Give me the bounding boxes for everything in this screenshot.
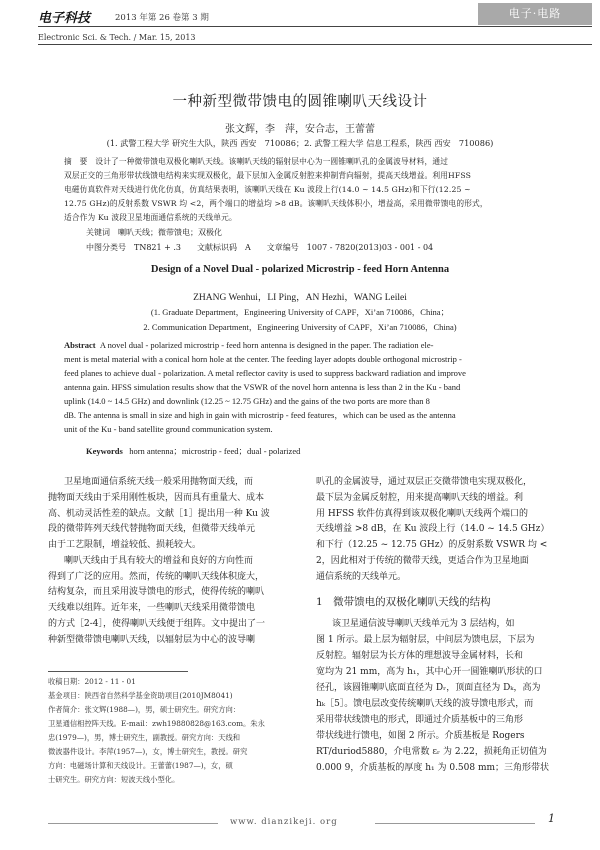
body-line: 种新型微带馈电喇叭天线，以辐射层为中心的波导喇 (48, 635, 256, 645)
footnote-line: 忠(1979—)，男，博士研究生，副教授。研究方向：天线和 (48, 733, 241, 742)
journal-issue: 2013 年第 26 卷第 3 期 (115, 13, 209, 23)
body-line: 和下行（12.25 ~ 12.75 GHz）的反射系数 VSWR 均 < (316, 540, 548, 550)
body-line: 的方式［2-4］，使得喇叭天线便于组阵。文中提出了一 (48, 619, 265, 629)
section-heading: 1 微带馈电的双极化喇叭天线的结构 (316, 596, 491, 608)
section-badge: 电子·电路 (478, 3, 592, 25)
body-line: 叭孔的金属波导，通过双层正交微带馈电实现双极化， (316, 477, 533, 487)
body-line: 由于工艺限制，增益较低、损耗较大。 (48, 540, 202, 550)
footnote-line: 士研究生。研究方向：短波天线小型化。 (48, 775, 180, 784)
abstract-label: Abstract (64, 340, 96, 350)
body-line: 图 1 所示。最上层为辐射层，中间层为馈电层，下层为 (316, 635, 535, 645)
footnote-line: 收稿日期：2012 - 11 - 01 (48, 677, 136, 686)
body-line: 天线增益 >8 dB，在 Ku 波段上行（14.0 ~ 14.5 GHz） (316, 524, 550, 534)
keywords-en-text: horn antenna；microstrip - feed；dual - polarized (129, 446, 301, 456)
body-line: 段的微带阵列天线代替抛物面天线，但微带天线单元 (48, 524, 256, 534)
abstract-en-line: uplink (14.0 ~ 14.5 GHz) and downlink (12.25 ~ 12.75 GHz) and the gains of the two ports are more than 8 (64, 396, 430, 406)
footnote-line: 微波器件设计。李萍(1957—)，女，博士研究生，教授。研究 (48, 747, 248, 756)
abstract-en-text: A novel dual - polarized microstrip - feed horn antenna is designed in the paper. The radiation ele- (99, 340, 434, 350)
page-number: 1 (548, 812, 555, 825)
body-line: 高、机动灵活性差的缺点。文献［1］提出用一种 Ku 波 (48, 509, 270, 519)
keywords-en (86, 445, 300, 457)
header-divider (38, 26, 592, 27)
abstract-cn-line: 12.75 GHz)的反射系数 VSWR 均 <2，两个端口的增益均 >8 dB。该喇叭天线体积小，增益高，采用微带馈电的形式， (64, 199, 488, 208)
body-line: 径孔，该圆锥喇叭底面直径为 Dᵣ，顶面直径为 Dₖ，高为 (316, 683, 541, 693)
abstract-en-line: dB. The antenna is small in size and high in gain with microstrip - feed features，which can be used as the antenna (64, 410, 456, 420)
authors-cn: 张文辉，李 萍，安合志，王蕾蕾 (225, 124, 375, 135)
abstract-en-line: unit of the Ku - band satellite ground communication system. (64, 424, 273, 434)
affiliation-en-1: (1. Graduate Department，Engineering University of CAPF，Xi’an 710086，China； (150, 307, 450, 317)
body-line: 反射腔。辐射层为长方体的理想波导金属材料，长和 (316, 651, 524, 661)
footnote-line: 基金项目：陕西省自然科学基金资助项目(2010JM8041) (48, 691, 233, 700)
abstract-cn-line: 摘 要 设计了一种微带馈电双极化喇叭天线。该喇叭天线的辐射层中心为一圆锥喇叭孔的金属波导材料，通过 (64, 157, 449, 166)
footer-rule-left (48, 823, 218, 824)
body-line: 通信系统的天线单元。 (316, 572, 407, 582)
body-line: 带状线进行馈电，如图 2 所示。介质基板是 Rogers (316, 731, 525, 741)
body-line: hₖ［5］。馈电层改变传统喇叭天线的波导馈电形式，而 (316, 699, 534, 709)
body-line: 2，因此相对于传统的微带天线，更适合作为卫星地面 (316, 556, 529, 566)
abstract-en-line: antenna gain. HFSS simulation results show that the VSWR of the novel horn antenna is less than 2 in the Ku - band (64, 382, 461, 392)
body-line: 采用带状线馈电的形式，即通过介质基板中的三角形 (316, 715, 524, 725)
body-line: 宽均为 21 mm，高为 h₁，其中心开一圆锥喇叭形状的口 (316, 667, 543, 677)
abstract-cn-line: 电磁仿真软件对天线进行优化仿真，仿真结果表明，该喇叭天线在 Ku 波段上行(14.0 ~ 14.5 GHz)和下行(12.25 ~ (64, 185, 471, 194)
paper-title-cn: 一种新型微带馈电的圆锥喇叭天线设计 (172, 94, 428, 110)
affiliation-en-2: 2. Communication Department，Engineering University of CAPF，Xi’an 710086，China) (143, 322, 457, 332)
paper-title-en: Design of a Novel Dual - polarized Microstrip - feed Horn Antenna (150, 264, 450, 275)
keywords-cn: 关键词 喇叭天线；微带馈电；双极化 (86, 228, 222, 237)
classification-cn: 中图分类号 TN821 + .3 文献标识码 A 文章编号 1007 - 7820(2013)03 - 001 - 04 (86, 243, 434, 252)
footer-url: www. dianzikeji. org (230, 817, 338, 827)
body-line: 天线难以组阵。近年来，一些喇叭天线采用微带馈电 (48, 603, 256, 613)
affiliation-cn: (1. 武警工程大学 研究生大队，陕西 西安 710086；2. 武警工程大学 信息工程系，陕西 西安 710086) (106, 138, 494, 148)
authors-en: ZHANG Wenhui，LI Ping，AN Hezhi，WANG Leilei (193, 293, 407, 303)
body-line: 得到了广泛的应用。然而，传统的喇叭天线体积庞大， (48, 572, 265, 582)
footnote-divider (48, 671, 188, 672)
body-line: 用 HFSS 软件仿真得到该双极化喇叭天线两个端口的 (316, 509, 528, 519)
abstract-en-line: ment is metal material with a conical horn hole at the center. The feeding layer adopts double orthogonal microstrip - (64, 354, 462, 364)
footnote-line: 卫星通信相控阵天线。E-mail：zwh19880828@163.com。朱永 (48, 719, 265, 728)
header-divider-2 (38, 44, 592, 45)
body-line: RT/duriod5880，介电常数 εᵣ 为 2.22，损耗角正切值为 (316, 747, 547, 757)
abstract-en-line: feed planes to achieve dual - polarization. A metal reflector cavity is used to suppress backward radiation and improve (64, 368, 466, 378)
body-line: 该卫星通信波导喇叭天线单元为 3 层结构，如 (332, 619, 515, 629)
keywords-label: Keywords (86, 446, 123, 456)
footer-rule-right (375, 823, 535, 824)
body-line: 卫星地面通信系统天线一般采用抛物面天线，而 (64, 477, 254, 487)
body-line: 喇叭天线由于具有较大的增益和良好的方向性而 (64, 556, 254, 566)
abstract-en-line (64, 338, 542, 352)
body-line: 结构复杂，而且采用波导馈电的形式，使得传统的喇叭 (48, 587, 265, 597)
body-line: 最下层为金属反射腔，用来提高喇叭天线的增益。利 (316, 493, 524, 503)
journal-logo: 电子科技 (38, 11, 91, 26)
body-line: 抛物面天线由于采用刚性板块，因而具有重量大、成本 (48, 493, 265, 503)
footnote-line: 作者简介：张文辉(1988—)，男，硕士研究生。研究方向： (48, 705, 241, 714)
abstract-cn-line: 双层正交的三角形带状线馈电结构来实现双极化，最下层加入金属反射腔来抑制背向辐射，提高天线增益。利用HFSS (64, 171, 472, 180)
journal-english: Electronic Sci. & Tech. / Mar. 15, 2013 (38, 33, 196, 42)
abstract-cn-line: 适合作为 Ku 波段卫星地面通信系统的天线单元。 (64, 213, 237, 222)
footnote-line: 方向：电磁场计算和天线设计。王蕾蕾(1987—)，女，硕 (48, 761, 233, 770)
body-line: 0.000 9，介质基板的厚度 h₁ 为 0.508 mm；三角形带状 (316, 763, 550, 773)
